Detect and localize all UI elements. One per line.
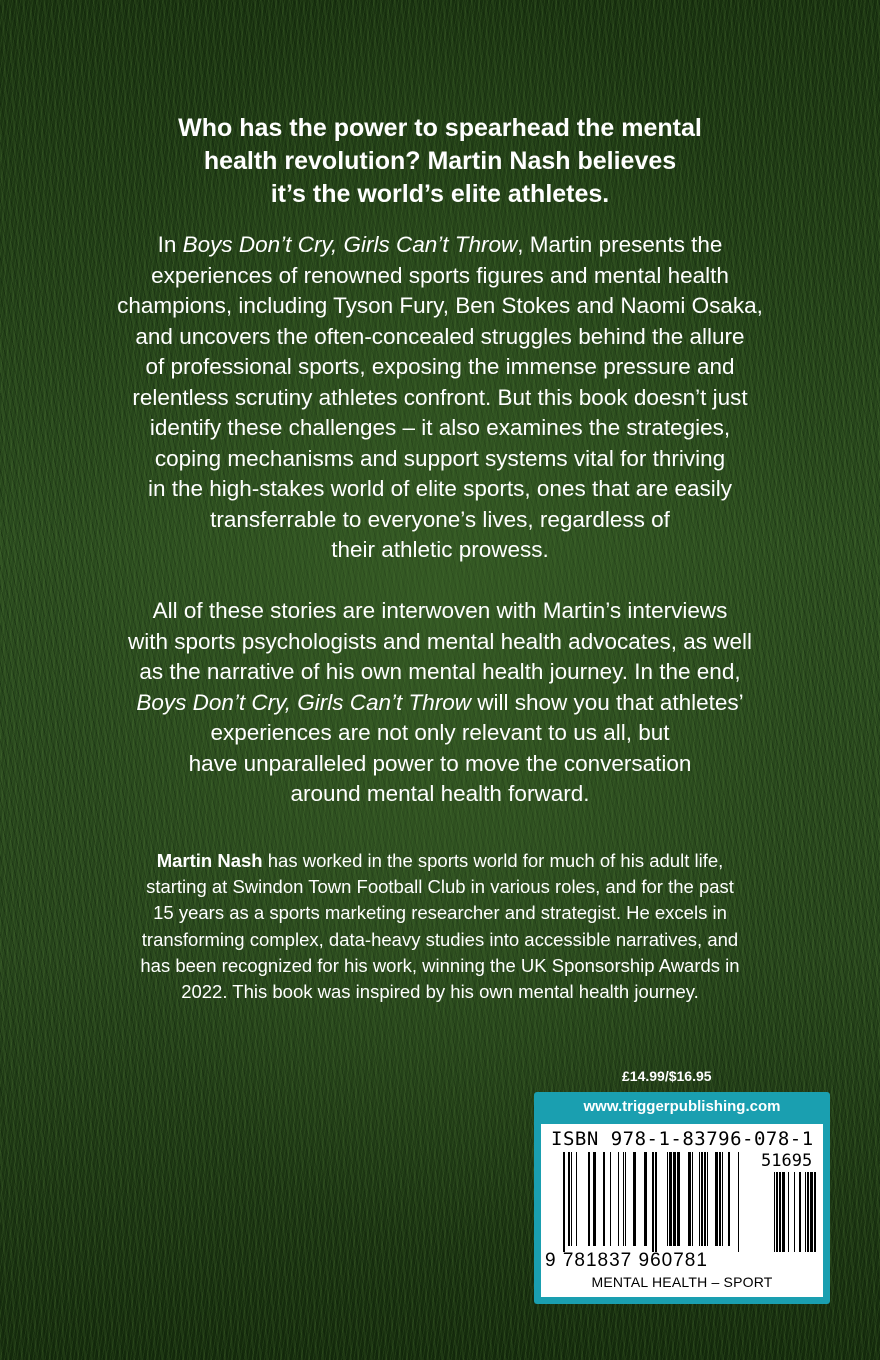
blurb-paragraph-1	[60, 230, 820, 566]
category-label: MENTAL HEALTH – SPORT	[591, 1274, 773, 1290]
author-name: Martin Nash	[156, 850, 263, 871]
paragraph-line: and uncovers the often-concealed struggles behind the allure	[135, 323, 745, 349]
book-title: Boys Don’t Cry, Girls Can’t Throw	[182, 232, 518, 257]
paragraph-line: in the high-stakes world of elite sports, ones that are easily	[147, 476, 733, 501]
blurb-paragraph-2	[60, 596, 820, 810]
paragraph-line: champions, including Tyson Fury, Ben Stokes and Naomi Osaka,	[117, 293, 763, 318]
paragraph-line: All of these stories are interwoven with Martin’s interviews	[152, 598, 728, 623]
publisher-url[interactable]: www.triggerpublishing.com	[583, 1098, 781, 1115]
bio-line: transforming complex, data-heavy studies into accessible narratives, and	[141, 928, 739, 950]
headline	[80, 112, 800, 211]
barcode-area	[541, 1124, 823, 1297]
bio-line: has been recognized for his work, winning the UK Sponsorship Awards in	[140, 954, 740, 976]
isbn-text: ISBN 978-1-83796-078-1	[551, 1128, 814, 1150]
paragraph-line: relentless scrutiny athletes confront. But this book doesn’t just	[132, 384, 748, 410]
paragraph-line: identify these challenges – it also examines the strategies,	[149, 415, 731, 440]
book-title: Boys Don’t Cry, Girls Can’t Throw	[136, 689, 471, 715]
price-label: £14.99/$16.95	[622, 1068, 712, 1084]
bio-line: 2022. This book was inspired by his own mental health journey.	[181, 981, 699, 1003]
paragraph-line: In Boys Don’t Cry, Girls Can’t Throw, Martin presents the	[157, 232, 723, 257]
paragraph-line: coping mechanisms and support systems vital for thriving	[154, 445, 726, 471]
headline-line: Who has the power to spearhead the mental	[178, 114, 702, 142]
paragraph-line: with sports psychologists and mental health advocates, as well	[127, 628, 753, 654]
paragraph-line: Boys Don’t Cry, Girls Can’t Throw will show you that athletes’	[136, 689, 744, 715]
paragraph-line: have unparalleled power to move the conversation	[188, 750, 692, 776]
bio-line: starting at Swindon Town Football Club in various roles, and for the past	[146, 876, 734, 898]
headline-line: it’s the world’s elite athletes.	[270, 180, 610, 208]
paragraph-line: experiences are not only relevant to us all, but	[210, 720, 670, 745]
paragraph-line: as the narrative of his own mental health journey. In the end,	[139, 659, 741, 684]
bio-line: 15 years as a sports marketing researcher and strategist. He excels in	[153, 902, 727, 924]
paragraph-line: transferrable to everyone’s lives, regardless of	[210, 506, 670, 532]
ean-number: 9 781837 960781	[545, 1250, 708, 1271]
price-addon-code: 51695	[761, 1151, 813, 1171]
paragraph-line: of professional sports, exposing the immense pressure and	[145, 354, 735, 379]
barcode-panel	[534, 1092, 830, 1304]
headline-line: health revolution? Martin Nash believes	[203, 147, 677, 175]
barcode-icon	[563, 1152, 819, 1252]
bio-line: Martin Nash has worked in the sports world for much of his adult life,	[156, 850, 724, 871]
author-bio	[60, 848, 820, 1005]
paragraph-line: their athletic prowess.	[331, 537, 549, 562]
paragraph-line: around mental health forward.	[290, 781, 590, 806]
paragraph-line: experiences of renowned sports figures and mental health	[151, 262, 729, 288]
